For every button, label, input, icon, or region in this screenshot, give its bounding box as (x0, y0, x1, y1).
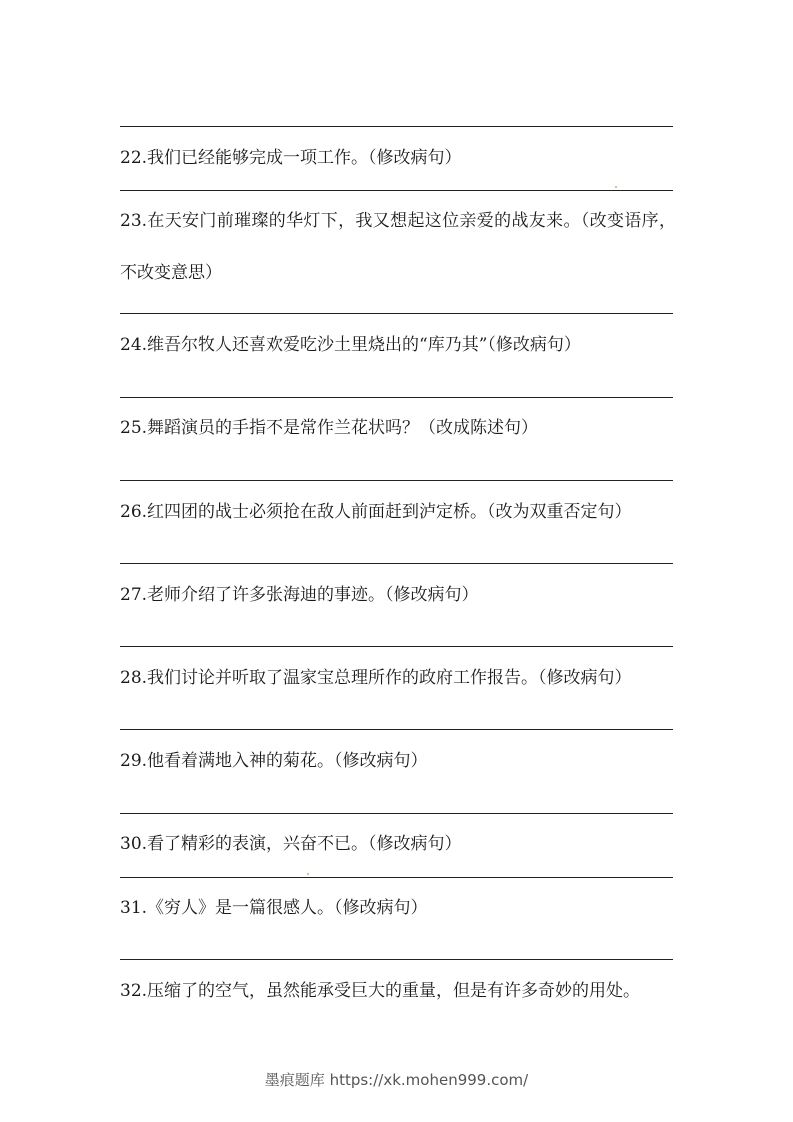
question-text: 他看着满地入神的菊花。（修改病句） (147, 751, 428, 771)
question-text: 红四团的战士必须抢在敌人前面赶到泸定桥。（改为双重否定句） (147, 502, 632, 522)
question-number: 27. (120, 585, 148, 605)
question-25 (120, 415, 676, 441)
question-23 (120, 195, 676, 299)
question-number: 26. (120, 502, 148, 522)
answer-line (120, 126, 673, 127)
question-22 (120, 145, 676, 171)
question-number: 29. (120, 751, 148, 771)
footer-watermark: 墨痕题库 https://xk.mohen999.com/ (264, 1071, 529, 1089)
question-29 (120, 748, 676, 774)
question-27 (120, 582, 676, 608)
answer-line (120, 397, 673, 398)
question-28 (120, 665, 676, 691)
question-text: 看了精彩的表演，兴奋不已。（修改病句） (147, 834, 462, 854)
question-text: 老师介绍了许多张海迪的事迹。（修改病句） (147, 585, 479, 605)
question-number: 30. (120, 834, 148, 854)
question-32 (120, 978, 676, 1004)
question-text: 舞蹈演员的手指不是常作兰花状吗？（改成陈述句） (147, 418, 539, 438)
question-text: 维吾尔牧人还喜欢爱吃沙土里烧出的“库乃其”（修改病句） (147, 335, 581, 355)
question-text: 在天安门前璀璨的华灯下，我又想起这位亲爱的战友来。（改变语序，不改变意思） (120, 211, 676, 283)
question-number: 22. (120, 148, 148, 168)
answer-line (120, 563, 673, 564)
question-number: 32. (120, 981, 148, 1001)
question-24 (120, 332, 676, 358)
question-text: 我们讨论并听取了温家宝总理所作的政府工作报告。（修改病句） (147, 668, 632, 688)
scan-speck (307, 873, 309, 875)
answer-line (120, 813, 673, 814)
question-number: 25. (120, 418, 148, 438)
scan-speck (615, 186, 617, 188)
question-text: 压缩了的空气，虽然能承受巨大的重量，但是有许多奇妙的用处。 (147, 981, 641, 1001)
question-30 (120, 831, 676, 857)
answer-line (120, 646, 673, 647)
question-26 (120, 499, 676, 525)
answer-line (120, 313, 673, 314)
question-number: 28. (120, 668, 148, 688)
question-31 (120, 895, 676, 921)
question-text: 我们已经能够完成一项工作。（修改病句） (147, 148, 462, 168)
question-number: 23. (120, 211, 148, 231)
question-text: 《穷人》是一篇很感人。（修改病句） (147, 898, 428, 918)
answer-line (120, 877, 673, 878)
question-number: 24. (120, 335, 148, 355)
answer-line (120, 190, 673, 191)
question-number: 31. (120, 898, 148, 918)
answer-line (120, 480, 673, 481)
answer-line (120, 959, 673, 960)
answer-line (120, 729, 673, 730)
